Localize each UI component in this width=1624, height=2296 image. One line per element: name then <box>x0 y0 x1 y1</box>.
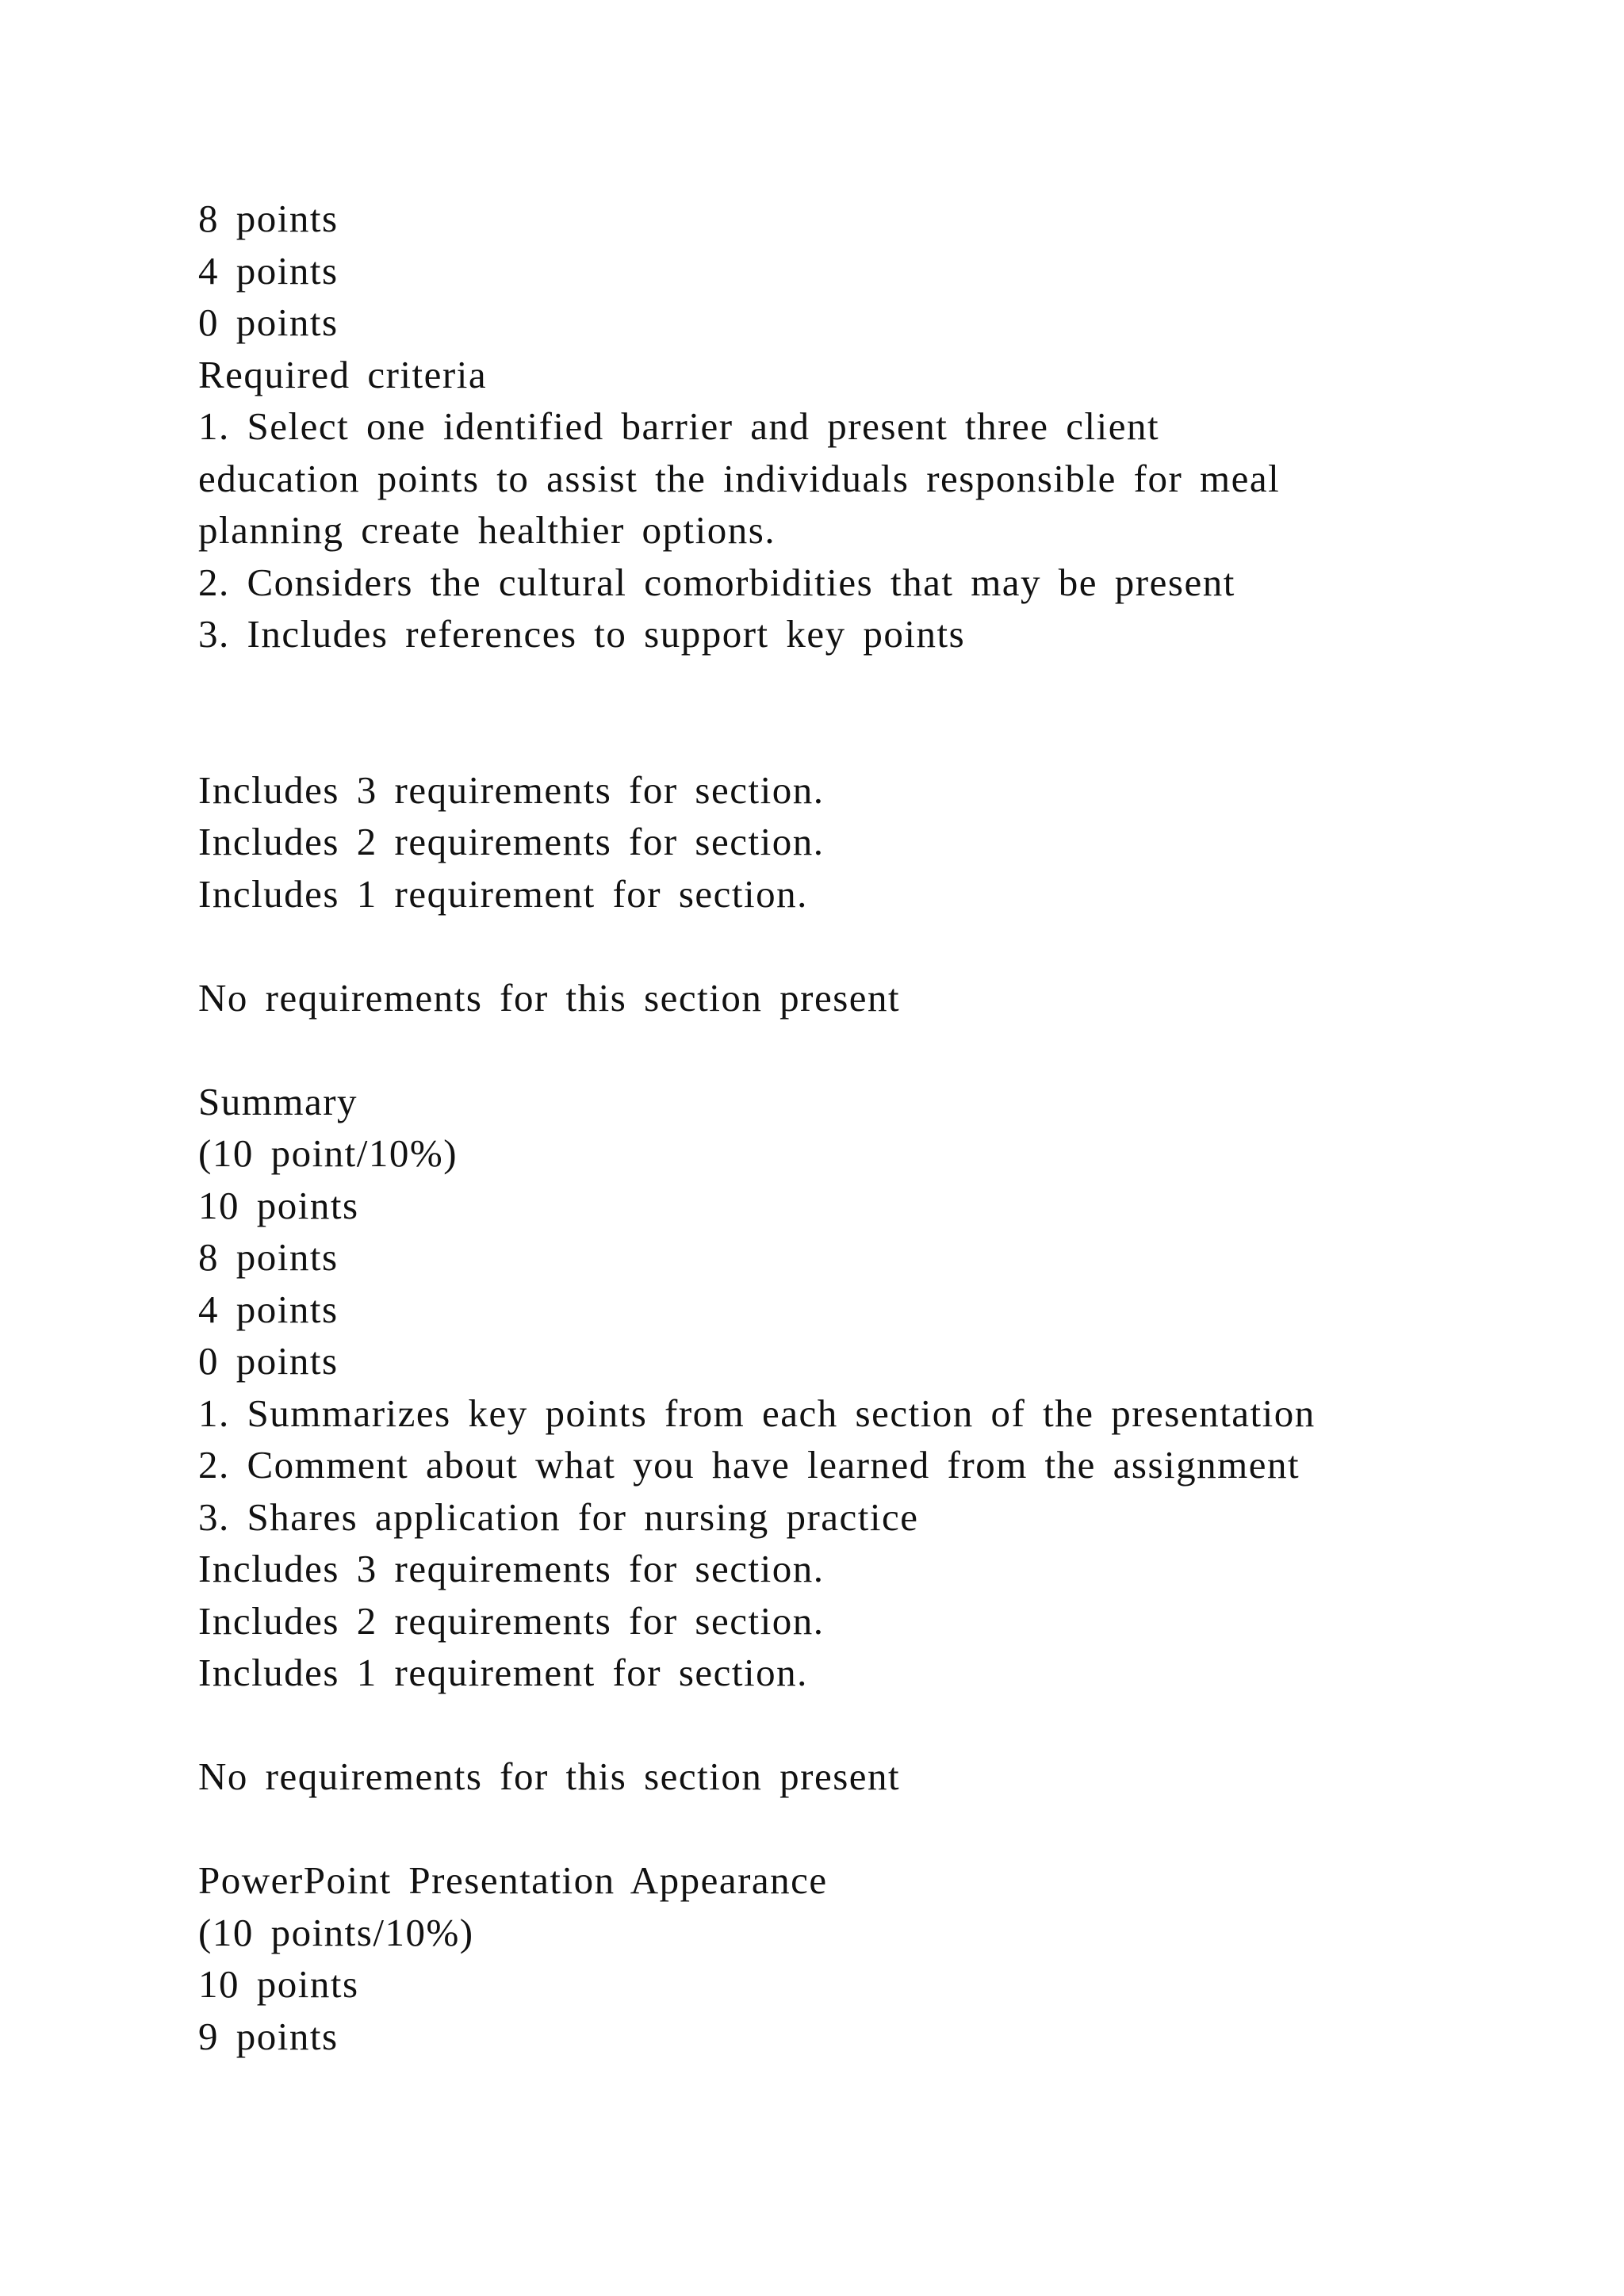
text-line: 1. Summarizes key points from each section of the presentation <box>198 1391 1316 1435</box>
text-line: (10 points/10%) <box>198 1910 474 1954</box>
text-line: Includes 1 requirement for section. <box>198 1651 808 1694</box>
text-line: 2. Considers the cultural comorbidities that may be present <box>198 560 1235 604</box>
text-line: 3. Includes references to support key points <box>198 612 966 656</box>
blank-line <box>198 920 1546 972</box>
text-line: Includes 2 requirements for section. <box>198 1598 825 1643</box>
text-line: Includes 3 requirements for section. <box>198 767 825 812</box>
text-line: planning create healthier options. <box>198 508 776 552</box>
text-line: 4 points <box>198 1287 339 1331</box>
text-line: (10 point/10%) <box>198 1131 458 1175</box>
section-heading: Summary <box>198 1079 358 1123</box>
blank-line <box>198 1803 1546 1855</box>
blank-line <box>198 1024 1546 1076</box>
text-line: 10 points <box>198 1183 359 1227</box>
text-line: No requirements for this section present <box>198 1755 901 1798</box>
text-line: Includes 3 requirements for section. <box>198 1547 825 1590</box>
text-line: 10 points <box>198 1962 359 2006</box>
text-line: 9 points <box>198 2014 339 2058</box>
text-line: 2. Comment about what you have learned from the assignment <box>198 1443 1300 1487</box>
text-line: Includes 2 requirements for section. <box>198 820 825 863</box>
text-line: 8 points <box>198 1235 339 1279</box>
text-line: 1. Select one identified barrier and present three client <box>198 404 1160 448</box>
text-line: 0 points <box>198 1339 339 1383</box>
text-line: No requirements for this section present <box>198 975 901 1020</box>
text-line: 8 points <box>198 197 339 240</box>
text-line: Includes 1 requirement for section. <box>198 871 808 916</box>
text-line: 4 points <box>198 248 339 293</box>
text-line: 3. Shares application for nursing practice <box>198 1494 919 1539</box>
section-heading: PowerPoint Presentation Appearance <box>198 1858 828 1902</box>
blank-line <box>198 660 1546 713</box>
blank-line <box>198 712 1546 764</box>
document-text <box>198 193 1546 2062</box>
text-line: education points to assist the individuals responsible for meal <box>198 456 1281 500</box>
blank-line <box>198 1699 1546 1751</box>
text-line: Required criteria <box>198 352 488 396</box>
text-line: 0 points <box>198 300 339 344</box>
